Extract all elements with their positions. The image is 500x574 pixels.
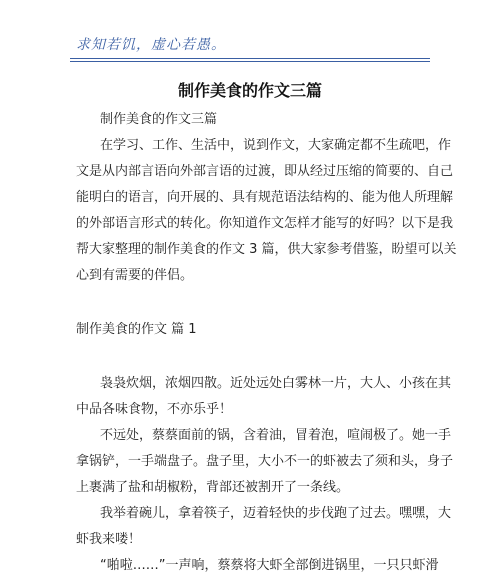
intro-line: 心到有需要的伴侣。: [76, 268, 194, 283]
body-line: 不远处，蔡蔡面前的锅，含着油，冒着泡，喧闹极了。她一手: [100, 428, 452, 443]
document-subtitle: 制作美食的作文三篇: [100, 112, 218, 127]
header-motto: 求知若饥，虚心若愚。: [76, 37, 226, 53]
section-heading: 制作美食的作文 篇 1: [76, 322, 197, 337]
intro-line: 在学习、工作、生活中，说到作文，大家确定都不生疏吧，作: [100, 138, 452, 153]
body-line: 虾我来喽！: [76, 532, 142, 547]
intro-line: 的外部语言形式的转化。你知道作文怎样才能写的好吗？以下是我: [76, 216, 454, 231]
document-title: 制作美食的作文三篇: [177, 81, 322, 100]
header-rule: [70, 58, 430, 59]
body-line: 我举着碗儿，拿着筷子，迈着轻快的步伐跑了过去。嘿嘿，大: [100, 506, 452, 521]
body-line: 中品各味食物，不亦乐乎！: [76, 402, 233, 417]
body-line: 拿锅铲，一手端盘子。盘子里，大小不一的虾被去了须和头，身子: [76, 454, 454, 469]
header-rule-thin: [70, 61, 430, 62]
intro-line: 能明白的语言，向开展的、具有规范语法结构的、能为他人所理解: [76, 190, 454, 205]
body-line: 上裹满了盐和胡椒粉，背部还被割开了一条线。: [76, 480, 350, 495]
intro-line: 文是从内部言语向外部言语的过渡，即从经过压缩的简要的、自己: [76, 164, 454, 179]
body-line: “啪啦……”一声响，蔡蔡将大虾全部倒进锅里，一只只虾滑: [100, 558, 439, 573]
intro-line: 帮大家整理的制作美食的作文 3 篇，供大家参考借鉴，盼望可以关: [76, 242, 457, 257]
body-line: 袅袅炊烟，浓烟四散。近处远处白雾林一片，大人、小孩在其: [100, 376, 452, 391]
